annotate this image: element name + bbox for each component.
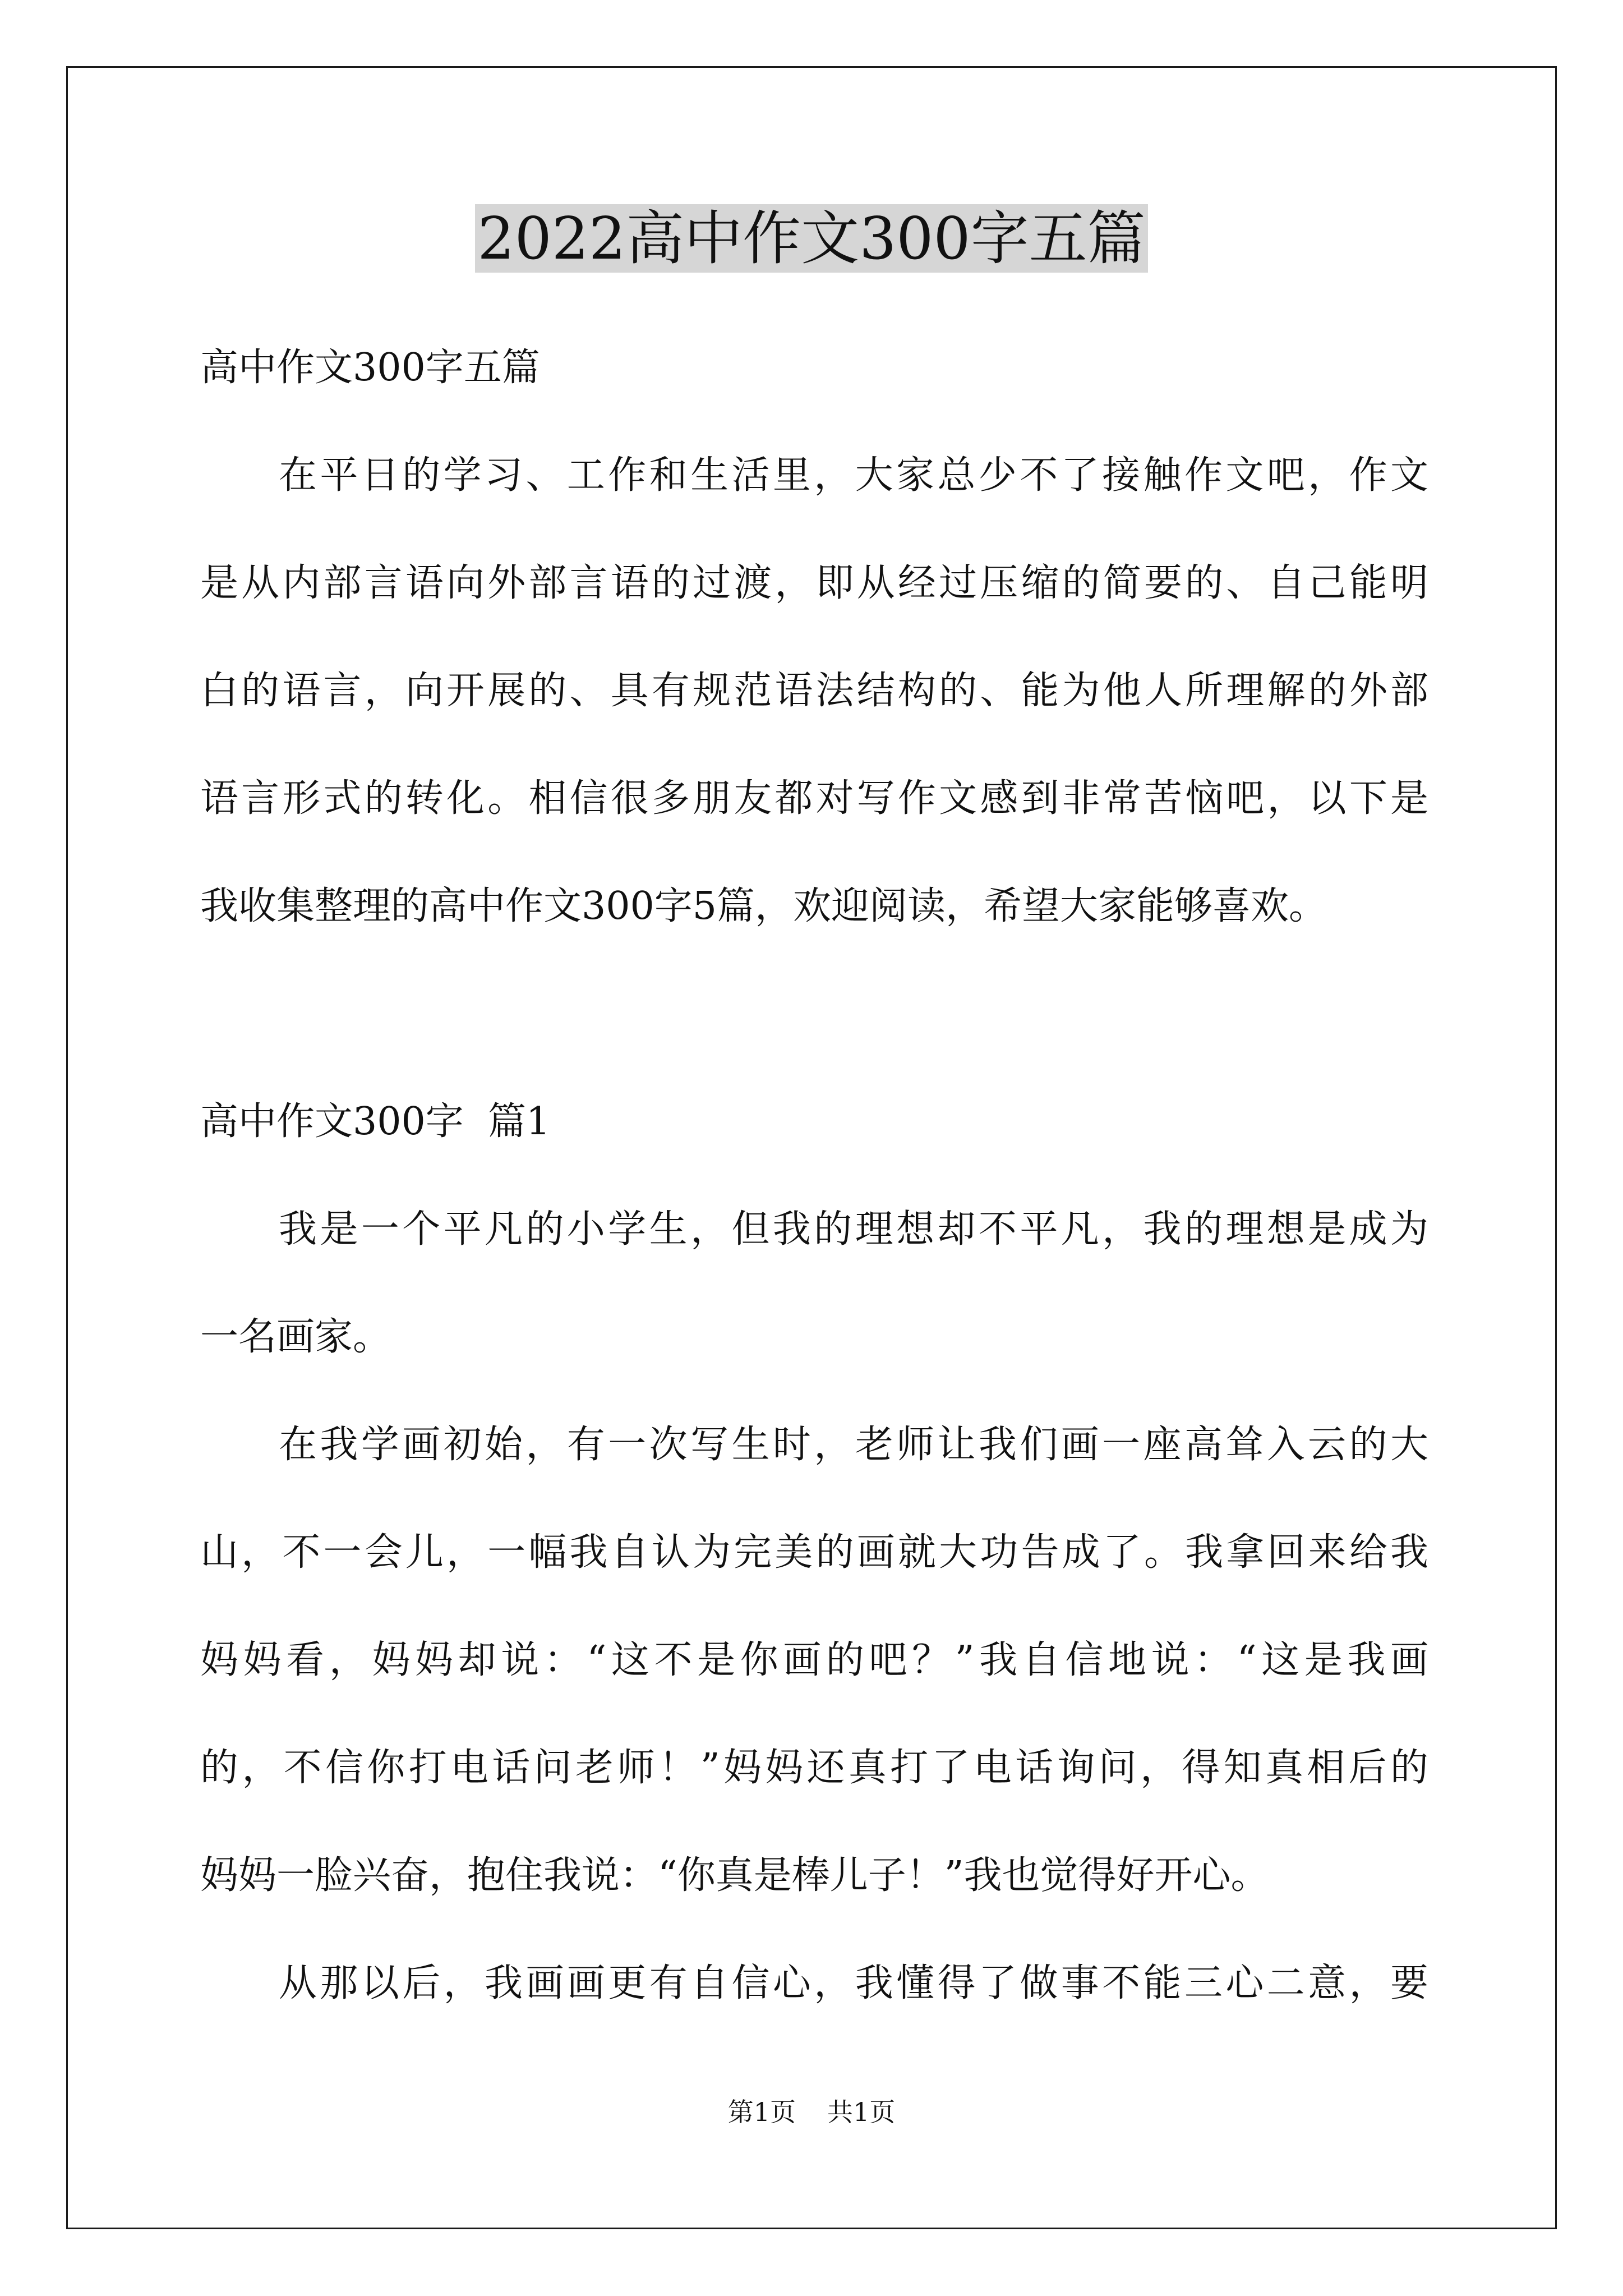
intro-line-5: 我收集整理的高中作文300字5篇，欢迎阅读，希望大家能够喜欢。 [200,884,1327,928]
section1-p1-line-1: 我是一个平凡的小学生，但我的理想却不平凡，我的理想是成为 [279,1207,1428,1251]
section1-p1-line-2: 一名画家。 [200,1315,391,1359]
intro-line-4: 语言形式的转化。相信很多朋友都对写作文感到非常苦恼吧，以下是 [200,776,1428,821]
section1-p2-line-4: 的，不信你打电话问老师！”妈妈还真打了电话询问，得知真相后的 [200,1746,1428,1790]
section-spacer [200,960,1428,1068]
section1-p3-line-1: 从那以后，我画画更有自信心，我懂得了做事不能三心二意，要 [279,1961,1428,2005]
section1-p2-line-5: 妈妈一脸兴奋，抱住我说：“你真是棒儿子！”我也觉得好开心。 [200,1853,1269,1898]
section1-p2-line-2: 山，不一会儿，一幅我自认为完美的画就大功告成了。我拿回来给我 [200,1530,1428,1575]
subtitle: 高中作文300字五篇 [200,346,540,390]
document-title-text: 2022高中作文300字五篇 [475,204,1147,273]
section1-p2-line-1: 在我学画初始，有一次写生时，老师让我们画一座高耸入云的大 [279,1423,1428,1467]
page-footer [0,2095,1623,2129]
page-number: 第1页 [727,2097,796,2127]
section1-p2-line-3: 妈妈看，妈妈却说：“这不是你画的吧？”我自信地说：“这是我画 [200,1638,1428,1682]
intro-line-2: 是从内部言语向外部言语的过渡，即从经过压缩的简要的、自己能明 [200,561,1428,605]
page-total: 共1页 [827,2097,896,2127]
document-body [200,314,1428,2037]
document-title [0,199,1623,278]
intro-line-3: 白的语言，向开展的、具有规范语法结构的、能为他人所理解的外部 [200,669,1428,713]
intro-line-1: 在平日的学习、工作和生活里，大家总少不了接触作文吧，作文 [279,453,1428,498]
section-heading-1: 高中作文300字 篇1 [200,1099,551,1144]
